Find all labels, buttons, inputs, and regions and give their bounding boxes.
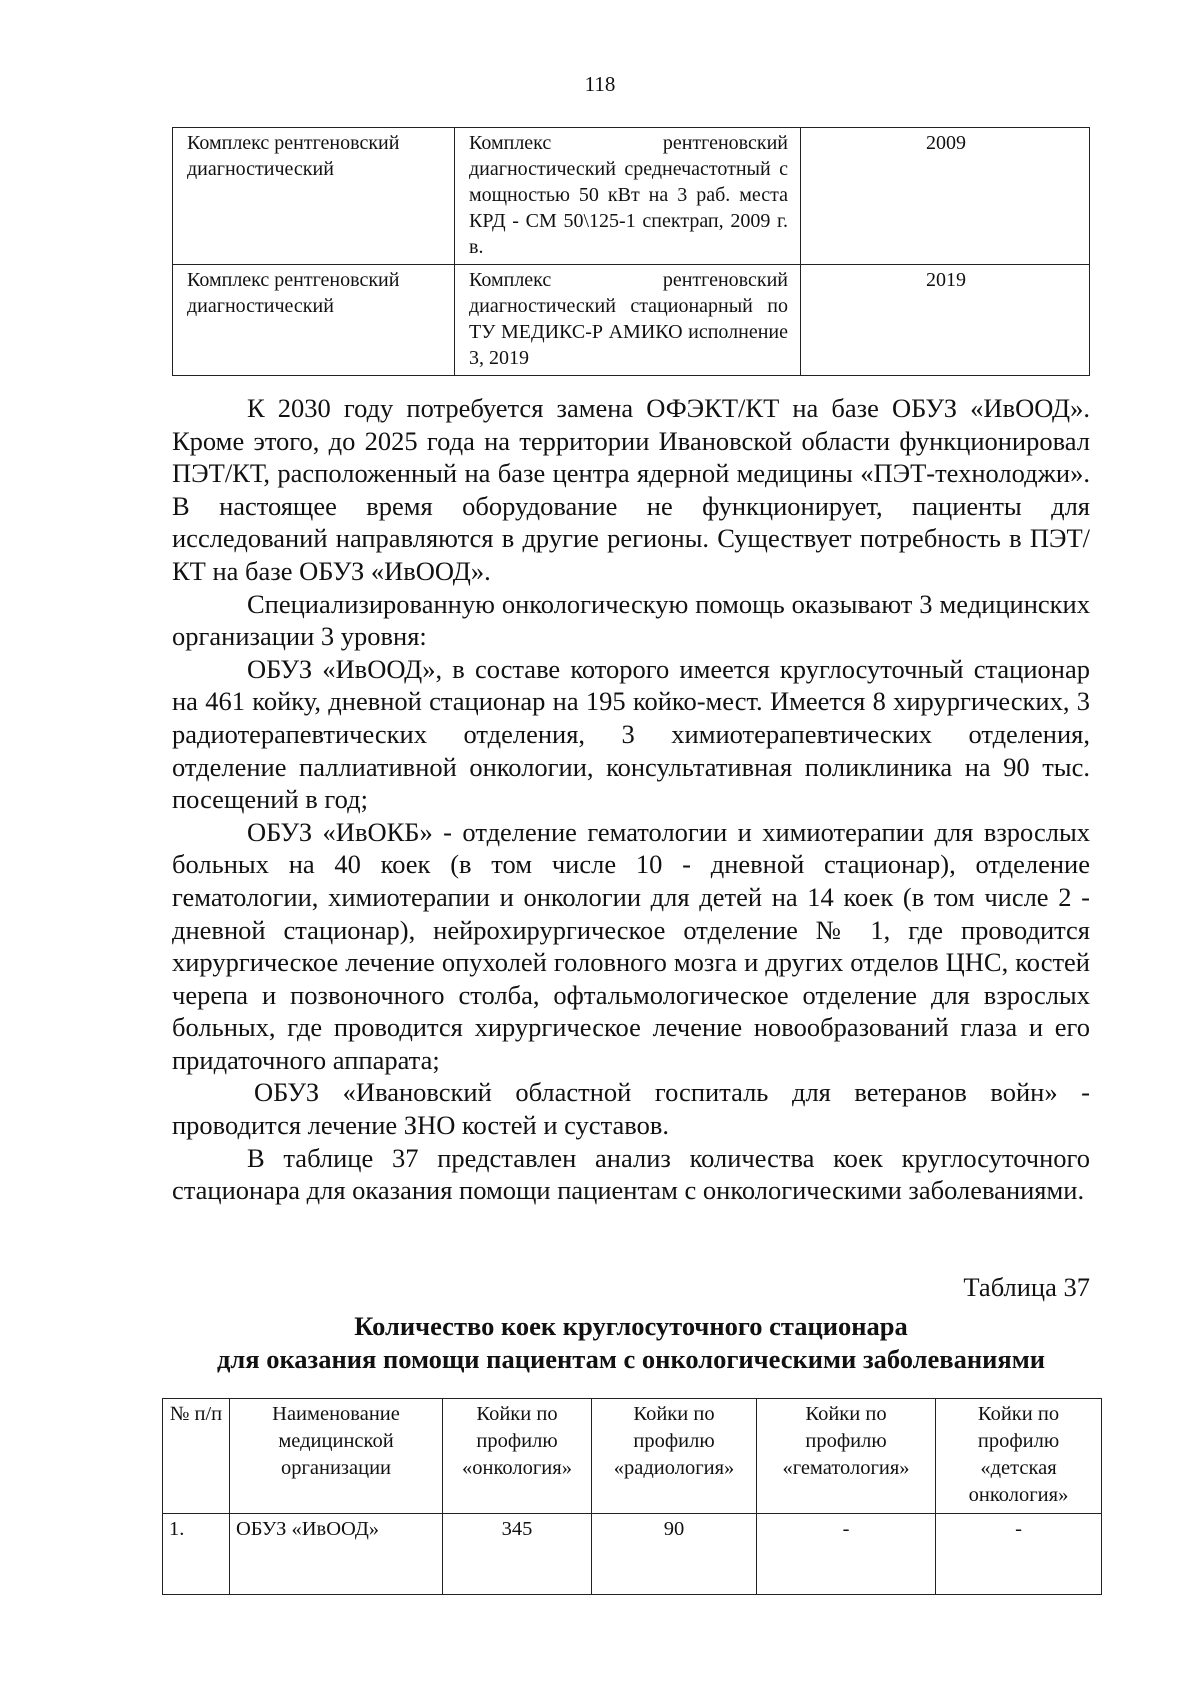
- column-header-number: № п/п: [163, 1399, 230, 1514]
- hematology-beds-cell: -: [757, 1514, 936, 1595]
- paragraph: ОБУЗ «ИвОКБ» - отделение гематологии и химиотерапии для взрослых больных на 40 коек (в том числе 10 - дневной стационар), отделение гематологии, химиотерапии и онкологии для детей на 14 коек (в том числе 2 - дневной стационар), нейрохирургическое отделение № 1, где проводится хирургическое лечение опухолей головного мозга и других отделов ЦНС, костей черепа и позвоночного столба, офтальмологическое отделение для взрослых больных, где проводится хирургическое лечение новообразований глаза и его придаточного аппарата;: [172, 816, 1090, 1075]
- equipment-year-cell: 2019: [801, 265, 1090, 376]
- column-header-oncology: Койки по профилю «онкология»: [443, 1399, 592, 1514]
- paragraph: В таблице 37 представлен анализ количества коек круглосуточного стационара для оказания помощи пациентам с онкологическими заболеваниями.: [172, 1142, 1090, 1206]
- table-caption: Таблица 37: [963, 1272, 1090, 1302]
- column-header-organization: Наименование медицинской организации: [230, 1399, 443, 1514]
- paragraph: ОБУЗ «Ивановский областной госпиталь для ветеранов войн» - проводится лечение ЗНО костей и суставов.: [172, 1077, 1090, 1141]
- table-title-line: для оказания помощи пациентам с онкологическими заболеваниями: [216, 1344, 1046, 1374]
- beds-table: [162, 1398, 1102, 1595]
- table-row: [173, 128, 1090, 265]
- organization-cell: ОБУЗ «ИвООД»: [230, 1514, 443, 1595]
- equipment-description-cell: Комплекс рентгеновский диагностический среднечастотный с мощностью 50 кВт на 3 раб. места КРД - СМ 50\125-1 спектрап, 2009 г. в.: [455, 128, 801, 265]
- table-header-row: [163, 1399, 1102, 1514]
- row-number-cell: 1.: [163, 1514, 230, 1595]
- table-title-line: Количество коек круглосуточного стационара: [354, 1311, 908, 1341]
- oncology-beds-cell: 345: [443, 1514, 592, 1595]
- paragraph: К 2030 году потребуется замена ОФЭКТ/КТ на базе ОБУЗ «ИвООД». Кроме этого, до 2025 года на территории Ивановской области функционировал ПЭТ/КТ, расположенный на базе центра ядерной медицины «ПЭТ-технолоджи». В настоящее время оборудование не функционирует, пациенты для исследований направляются в другие регионы. Существует потребность в ПЭТ/КТ на базе ОБУЗ «ИвООД».: [172, 393, 1090, 586]
- body-text: [172, 392, 1090, 1207]
- equipment-table: [172, 127, 1090, 376]
- equipment-description-cell: Комплекс рентгеновский диагностический стационарный по ТУ МЕДИКС-Р АМИКО исполнение 3, 2019: [455, 265, 801, 376]
- radiology-beds-cell: 90: [592, 1514, 757, 1595]
- pediatric-oncology-beds-cell: -: [936, 1514, 1102, 1595]
- paragraph: ОБУЗ «ИвООД», в составе которого имеется круглосуточный стационар на 461 койку, дневной стационар на 195 койко-мест. Имеется 8 хирургических, 3 радиотерапевтических отделения, 3 химиотерапевтических отделения, отделение паллиативной онкологии, консультативная поликлиника на 90 тыс. посещений в год;: [172, 653, 1090, 815]
- column-header-radiology: Койки по профилю «радиология»: [592, 1399, 757, 1514]
- equipment-name-cell: Комплекс рентгеновский диагностический: [173, 265, 455, 376]
- table-title: [150, 1310, 1112, 1376]
- equipment-year-cell: 2009: [801, 128, 1090, 265]
- table-row: [163, 1514, 1102, 1595]
- page-number: 118: [584, 72, 616, 96]
- paragraph: Специализированную онкологическую помощь оказывают 3 медицинских организации 3 уровня:: [172, 588, 1090, 652]
- table-row: [173, 265, 1090, 376]
- column-header-hematology: Койки по профилю «гематология»: [757, 1399, 936, 1514]
- equipment-name-cell: Комплекс рентгеновский диагностический: [173, 128, 455, 265]
- column-header-pediatric-oncology: Койки по профилю «детская онкология»: [936, 1399, 1102, 1514]
